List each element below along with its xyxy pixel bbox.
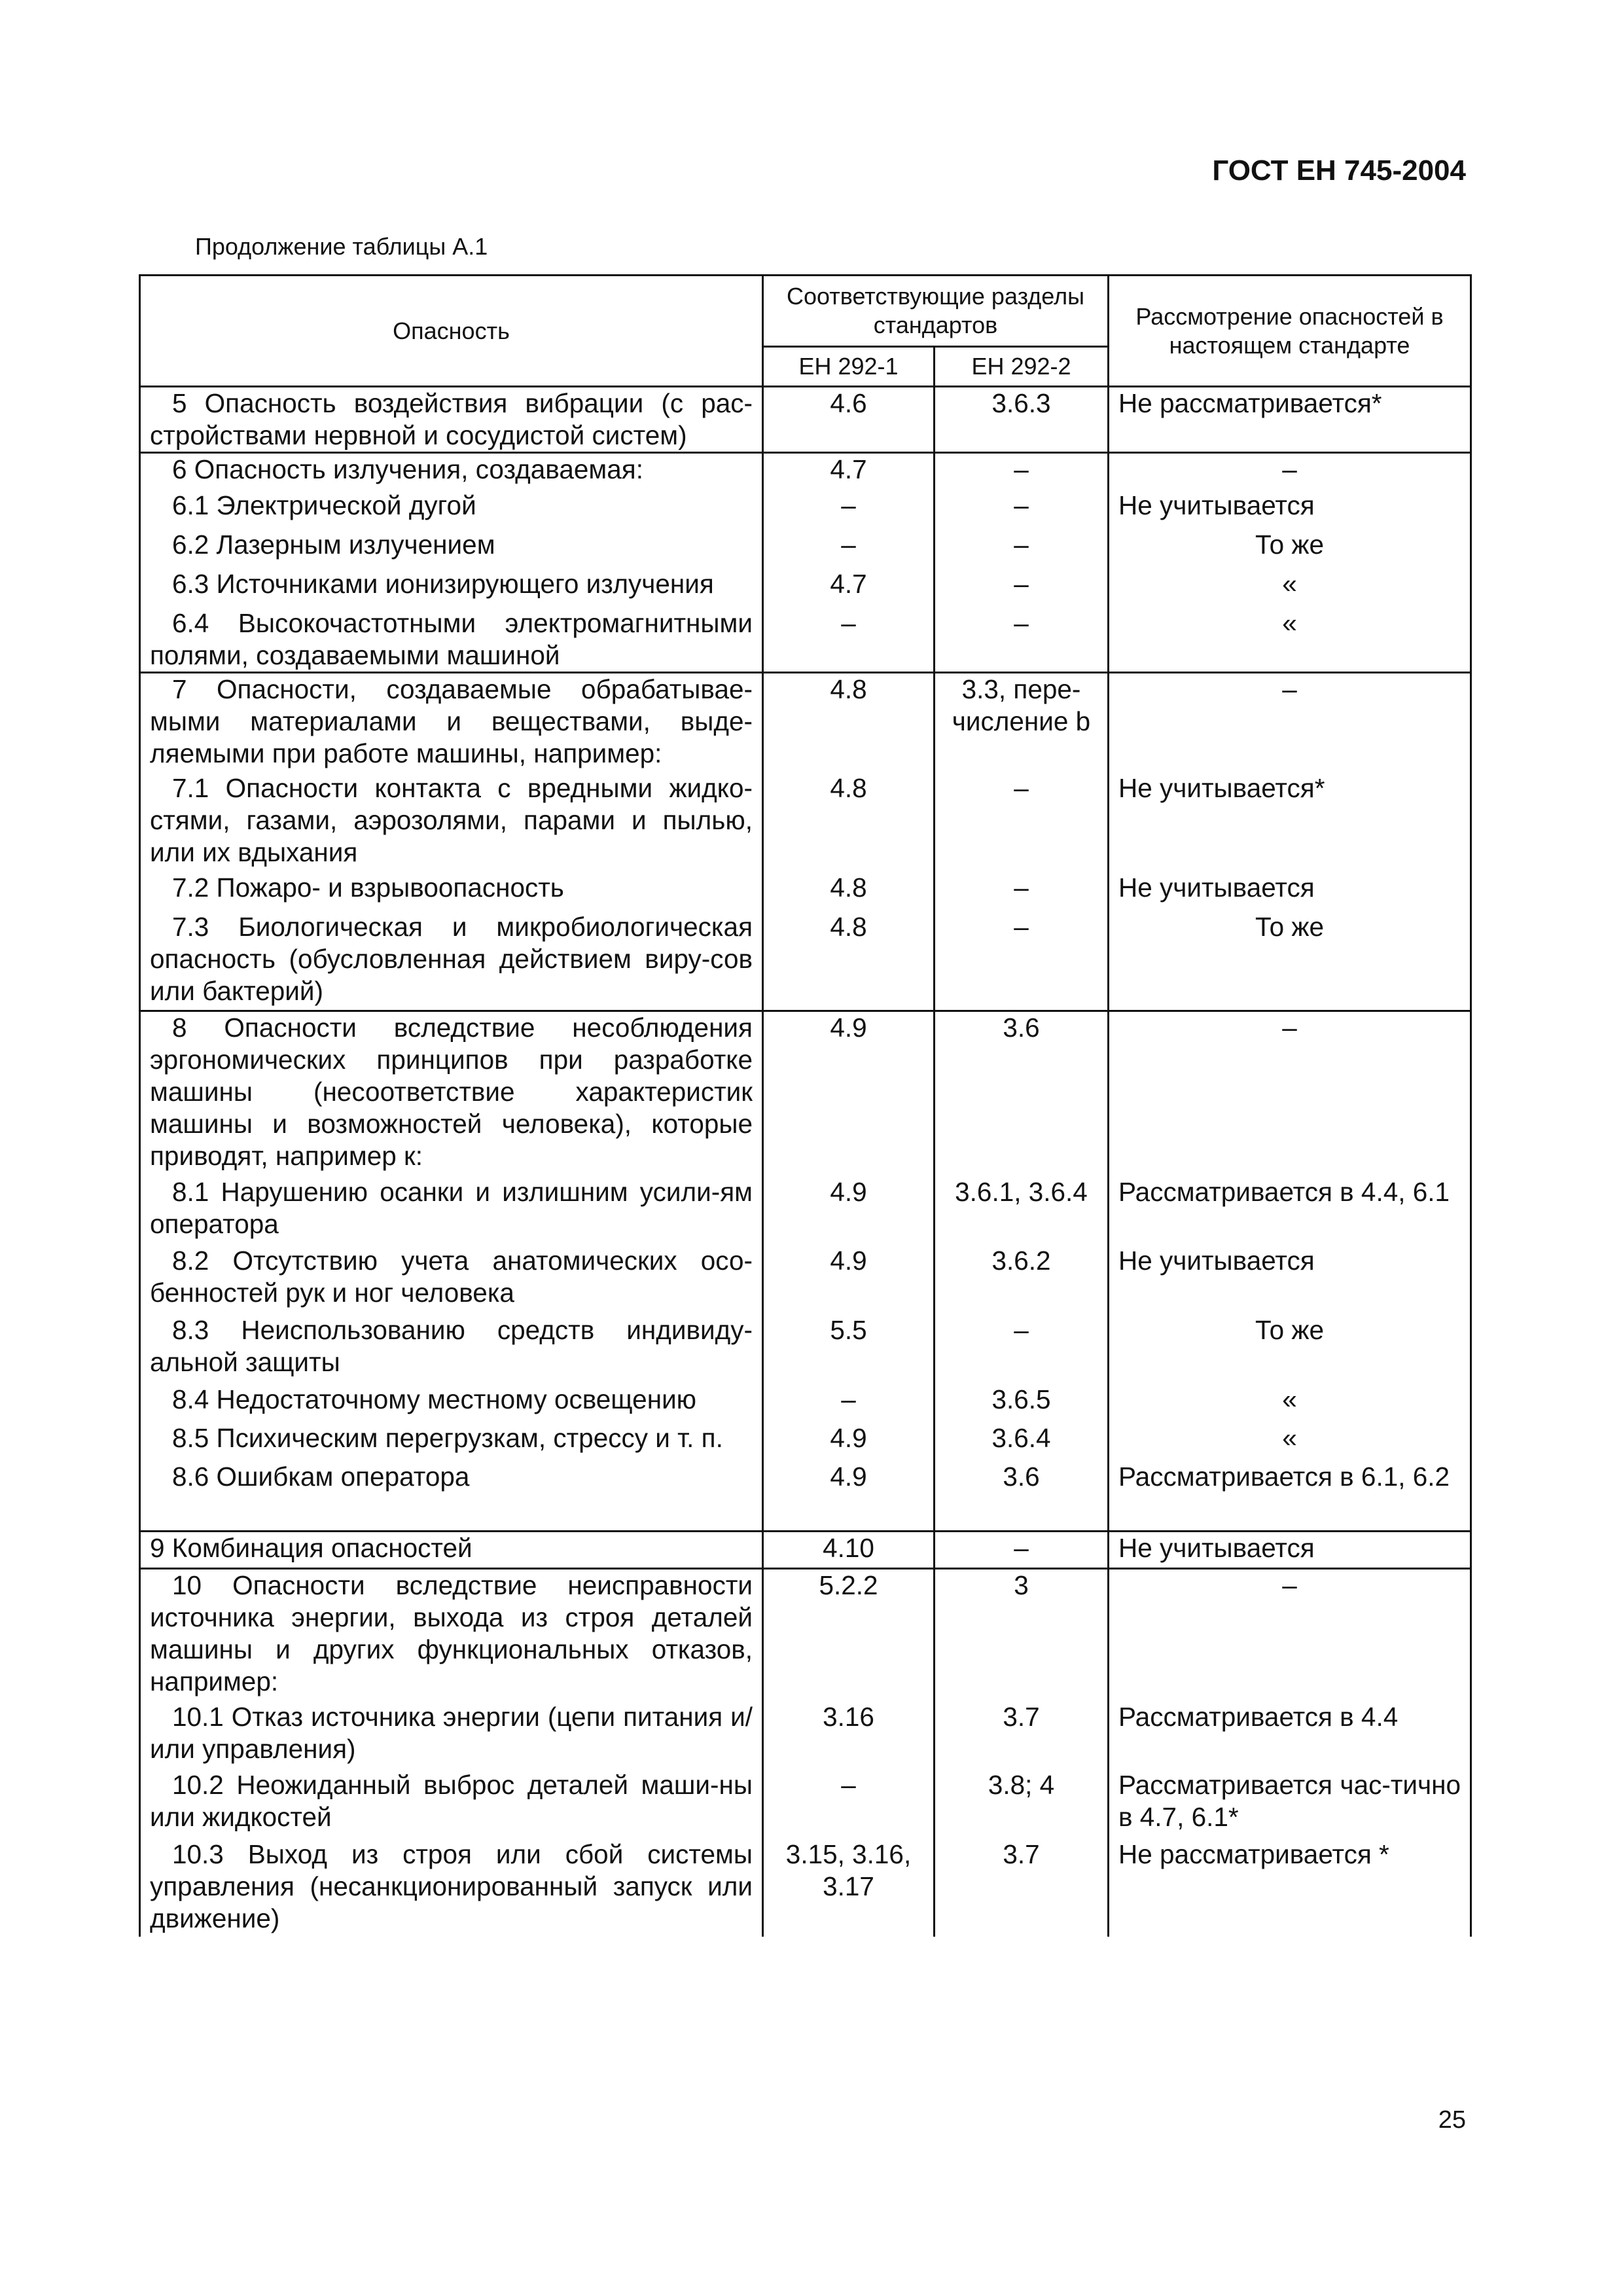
header-hazard: Опасность — [140, 276, 763, 387]
hazard-cell: 8.6 Ошибкам оператора — [140, 1461, 763, 1532]
en-292-2-cell: 3.6.5 — [935, 1384, 1109, 1422]
table-row — [140, 1176, 1471, 1245]
table-row — [140, 772, 1471, 872]
en-292-2-cell: – — [935, 1532, 1109, 1569]
header-consideration: Рассмотрение опасностей в настоящем стандарте — [1109, 276, 1471, 387]
consideration-cell: Не учитывается — [1109, 872, 1471, 911]
consideration-cell: – — [1109, 1011, 1471, 1176]
hazard-cell: 10.3 Выход из строя или сбой системы управления (несанкционированный запуск или движение) — [140, 1839, 763, 1937]
table-row — [140, 1569, 1471, 1701]
consideration-cell: Не рассматривается* — [1109, 387, 1471, 453]
hazard-cell: 10 Опасности вследствие неисправности источника энергии, выхода из строя деталей машины и других функциональных отказов, например: — [140, 1569, 763, 1701]
hazards-table — [139, 274, 1472, 1937]
table-row — [140, 387, 1471, 453]
en-292-2-cell: 3.6.1, 3.6.4 — [935, 1176, 1109, 1245]
header-sections: Соответствующие разделы стандартов — [763, 276, 1109, 347]
hazard-cell: 7.1 Опасности контакта с вредными жидко-стями, газами, аэрозолями, парами и пылью, или их вдыхания — [140, 772, 763, 872]
consideration-cell: Рассматривается час-тично в 4.7, 6.1* — [1109, 1769, 1471, 1839]
table-row — [140, 453, 1471, 490]
hazard-cell: 6.1 Электрической дугой — [140, 490, 763, 529]
hazard-cell: 6 Опасность излучения, создаваемая: — [140, 453, 763, 490]
consideration-cell: « — [1109, 607, 1471, 673]
consideration-cell: Не учитывается* — [1109, 772, 1471, 872]
en-292-2-cell: – — [935, 529, 1109, 568]
table-row — [140, 607, 1471, 673]
en-292-1-cell: 4.9 — [763, 1176, 935, 1245]
consideration-cell: Не учитывается — [1109, 490, 1471, 529]
en-292-2-cell: 3.6 — [935, 1011, 1109, 1176]
hazard-cell: 6.2 Лазерным излучением — [140, 529, 763, 568]
table-row — [140, 529, 1471, 568]
table-row — [140, 1422, 1471, 1461]
consideration-cell: То же — [1109, 529, 1471, 568]
header-en-292-1: ЕН 292-1 — [763, 347, 935, 387]
en-292-2-cell: – — [935, 607, 1109, 673]
consideration-cell: – — [1109, 1569, 1471, 1701]
table-caption: Продолжение таблицы А.1 — [195, 233, 488, 260]
hazard-cell: 6.3 Источниками ионизирующего излучения — [140, 568, 763, 607]
en-292-1-cell: 4.7 — [763, 453, 935, 490]
en-292-1-cell: 4.9 — [763, 1461, 935, 1532]
table-row — [140, 1839, 1471, 1937]
consideration-cell: « — [1109, 568, 1471, 607]
hazard-cell: 7.3 Биологическая и микробиологическая опасность (обусловленная действием виру-сов или бактерий) — [140, 911, 763, 1011]
en-292-1-cell: 3.15, 3.16, 3.17 — [763, 1839, 935, 1937]
en-292-2-cell: 3.6.4 — [935, 1422, 1109, 1461]
en-292-2-cell: 3.7 — [935, 1839, 1109, 1937]
en-292-2-cell: 3.6.3 — [935, 387, 1109, 453]
en-292-1-cell: 4.8 — [763, 911, 935, 1011]
en-292-1-cell: 4.9 — [763, 1422, 935, 1461]
consideration-cell: – — [1109, 453, 1471, 490]
header-en-292-2: ЕН 292-2 — [935, 347, 1109, 387]
consideration-cell: « — [1109, 1422, 1471, 1461]
consideration-cell: Не учитывается — [1109, 1532, 1471, 1569]
en-292-2-cell: 3.6 — [935, 1461, 1109, 1532]
hazard-cell: 8.5 Психическим перегрузкам, стрессу и т. п. — [140, 1422, 763, 1461]
en-292-2-cell: 3 — [935, 1569, 1109, 1701]
consideration-cell: Не учитывается — [1109, 1245, 1471, 1314]
en-292-1-cell: – — [763, 490, 935, 529]
document-code: ГОСТ ЕН 745-2004 — [1212, 154, 1466, 187]
en-292-2-cell: – — [935, 568, 1109, 607]
hazard-cell: 8.1 Нарушению осанки и излишним усили-ям оператора — [140, 1176, 763, 1245]
table-row — [140, 1461, 1471, 1532]
table-row — [140, 1532, 1471, 1569]
table-row — [140, 872, 1471, 911]
consideration-cell: Не рассматривается * — [1109, 1839, 1471, 1937]
table-row — [140, 568, 1471, 607]
hazard-cell: 8.2 Отсутствию учета анатомических осо-бенностей рук и ног человека — [140, 1245, 763, 1314]
en-292-2-cell: – — [935, 772, 1109, 872]
en-292-1-cell: – — [763, 529, 935, 568]
en-292-1-cell: – — [763, 607, 935, 673]
consideration-cell: – — [1109, 673, 1471, 772]
consideration-cell: « — [1109, 1384, 1471, 1422]
consideration-cell: То же — [1109, 911, 1471, 1011]
en-292-1-cell: – — [763, 1769, 935, 1839]
en-292-2-cell: – — [935, 911, 1109, 1011]
en-292-2-cell: – — [935, 490, 1109, 529]
table-row — [140, 490, 1471, 529]
en-292-1-cell: 4.9 — [763, 1011, 935, 1176]
table-row — [140, 1011, 1471, 1176]
en-292-1-cell: 4.9 — [763, 1245, 935, 1314]
en-292-1-cell: 4.6 — [763, 387, 935, 453]
hazard-cell: 7 Опасности, создаваемые обрабатывае-мыми материалами и веществами, выде-ляемыми при работе машины, например: — [140, 673, 763, 772]
en-292-2-cell: 3.7 — [935, 1701, 1109, 1769]
en-292-2-cell: 3.8; 4 — [935, 1769, 1109, 1839]
table-row — [140, 1384, 1471, 1422]
hazard-cell: 10.1 Отказ источника энергии (цепи питания и/или управления) — [140, 1701, 763, 1769]
hazard-cell: 7.2 Пожаро- и взрывоопасность — [140, 872, 763, 911]
consideration-cell: Рассматривается в 6.1, 6.2 — [1109, 1461, 1471, 1532]
en-292-2-cell: – — [935, 453, 1109, 490]
consideration-cell: Рассматривается в 4.4 — [1109, 1701, 1471, 1769]
en-292-2-cell: – — [935, 1314, 1109, 1384]
table-row — [140, 673, 1471, 772]
en-292-1-cell: 4.8 — [763, 772, 935, 872]
consideration-cell: То же — [1109, 1314, 1471, 1384]
hazard-cell: 5 Опасность воздействия вибрации (с рас-стройствами нервной и сосудистой систем) — [140, 387, 763, 453]
en-292-1-cell: 3.16 — [763, 1701, 935, 1769]
table-row — [140, 1769, 1471, 1839]
page-number: 25 — [1438, 2106, 1466, 2134]
table-row — [140, 1701, 1471, 1769]
en-292-2-cell: 3.3, пере-числение b — [935, 673, 1109, 772]
en-292-2-cell: – — [935, 872, 1109, 911]
table-row — [140, 911, 1471, 1011]
en-292-1-cell: – — [763, 1384, 935, 1422]
hazard-cell: 9 Комбинация опасностей — [140, 1532, 763, 1569]
hazard-cell: 8.3 Неиспользованию средств индивиду-альной защиты — [140, 1314, 763, 1384]
en-292-1-cell: 4.8 — [763, 673, 935, 772]
hazard-cell: 6.4 Высокочастотными электромагнитными полями, создаваемыми машиной — [140, 607, 763, 673]
en-292-1-cell: 4.7 — [763, 568, 935, 607]
en-292-1-cell: 5.5 — [763, 1314, 935, 1384]
table-row — [140, 1314, 1471, 1384]
en-292-1-cell: 5.2.2 — [763, 1569, 935, 1701]
hazard-cell: 10.2 Неожиданный выброс деталей маши-ны или жидкостей — [140, 1769, 763, 1839]
hazard-cell: 8 Опасности вследствие несоблюдения эргономических принципов при разработке машины (несоответствие характеристик машины и возможностей человека), которые приводят, например к: — [140, 1011, 763, 1176]
hazard-cell: 8.4 Недостаточному местному освещению — [140, 1384, 763, 1422]
en-292-1-cell: 4.8 — [763, 872, 935, 911]
en-292-1-cell: 4.10 — [763, 1532, 935, 1569]
consideration-cell: Рассматривается в 4.4, 6.1 — [1109, 1176, 1471, 1245]
en-292-2-cell: 3.6.2 — [935, 1245, 1109, 1314]
table-row — [140, 1245, 1471, 1314]
